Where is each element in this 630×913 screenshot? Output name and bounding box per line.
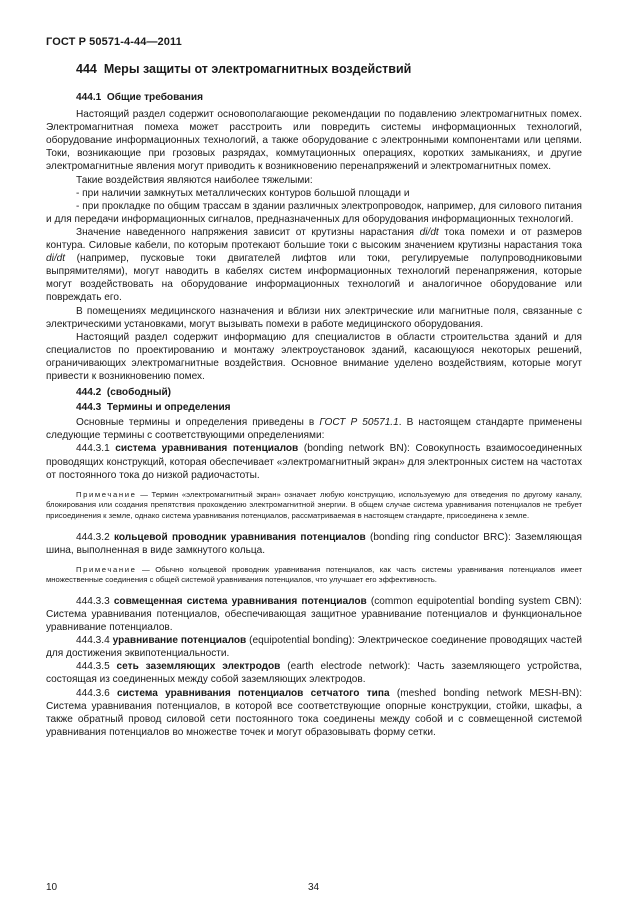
subsection-heading-444-3 [46,401,582,414]
section-number: 444 [76,62,97,76]
section-heading [46,62,582,77]
formula-di-dt: di/dt [46,253,66,265]
term-definition [46,660,582,686]
document-body [46,62,582,739]
section-title: Меры защиты от электромагнитных воздействий [103,62,412,76]
formula-di-dt: di/dt [419,226,439,238]
paragraph: Такие воздействия являются наиболее тяжелыми: [76,174,313,186]
subsection-title: Общие требования [106,92,203,103]
subsection-heading-444-1 [46,91,582,104]
term-number: 444.3.1 [76,443,110,455]
term-name: система уравнивания потенциалов [115,443,299,455]
note [46,490,582,522]
standard-header: ГОСТ Р 50571-4-44—2011 [46,36,182,48]
list-item: - при прокладке по общим трассам в здании различных электропроводок, например, для силового питания и для передачи информационных сигналов, предназначенных для оборудования информационных технологий. [46,200,582,225]
paragraph: Настоящий раздел содержит информацию для специалистов в области строительства зданий и для специалистов по проектированию и монтажу электроустановок зданий, касающуюся некоторых решений, ограничивающих электромагнитные воздействия. Основное внимание уделено воздействиям, которые могут привести к возникновению помех. [46,331,582,382]
term-name: уравнивание потенциалов [112,635,247,647]
text-span: Основные термины и определения приведены в [76,417,320,429]
term-name: сеть заземляющих электродов [116,661,281,673]
subsection-heading-444-2 [46,386,582,399]
note-label: Примечание [76,489,137,499]
subsection-number: 444.2 [76,387,102,399]
term-definition [46,595,582,634]
subsection-title: (свободный) [106,387,172,399]
term-definition [46,531,582,557]
paragraph: Настоящий раздел содержит основополагающие рекомендации по подавлению электромагнитных помех. Электромагнитная помеха может расстроить или повредить системы информационных технологий, оборудование информационных технологий, а также оборудование с электронными компонентами или цепями. Токи, возникающие при грозовых разрядах, коммутационных операциях, коротких замыканиях, и другие электромагнитные явления могут приводить к возникновению перенапряжений и электромагнитных помех. [46,109,582,173]
term-number: 444.3.6 [76,687,110,699]
text-span: (например, пусковые токи двигателей лифтов или токи, регулируемые полупроводниковыми выпрямителями), могут наводить в кабелях систем информационных технологий перенапряжения, которые могут воздействовать на оборудование информационных технологий и аналогичное оборудование или повреждать его. [46,253,582,304]
text-span: тока помехи и от размеров контура. Силовые кабели, по которым протекают большие токи с высоким значением крутизны нарастания тока [46,226,583,252]
term-number: 444.3.4 [76,635,110,647]
term-text: (bonding network BN): Совокупность взаимосоединенных проводящих конструкций, которая обеспечивает «электромагнитный экран» для электронных систем на частотах от постоянного тока до низкой радиочастоты. [46,443,582,481]
note-text: — Обычно кольцевой проводник уравнивания потенциалов, как часть системы уравнивания потенциалов имеет множественные соединения с общей системой уравнивания потенциалов, что улучшает его эффективность. [46,564,582,585]
term-name: кольцевой проводник уравнивания потенциалов [113,531,366,543]
term-text: (equipotential bonding): Электрическое соединение проводящих частей для достижения эквипотенциальности. [46,635,582,660]
paragraph [46,226,582,305]
term-definition [46,634,582,660]
note-label: Примечание [76,564,137,574]
term-name: совмещенная система уравнивания потенциалов [113,595,367,607]
term-definition [46,442,582,481]
note [46,565,582,586]
page-number: 10 [46,882,58,893]
paragraph: В помещениях медицинского назначения и вблизи них электрические или магнитные поля, связанные с электрическими установками, могут вызывать помехи в работе медицинского оборудования. [46,305,582,330]
subsection-number: 444.3 [76,402,102,414]
sheet-number: 34 [308,882,320,893]
paragraph [46,416,582,442]
term-definition [46,687,582,739]
term-text: (earth electrode network): Часть заземляющего устройства, состоящая из соединенных между собой заземляющих электродов. [46,661,582,686]
term-text: (common equipotential bonding system CBN): Система уравнивания потенциалов, обеспечивающая защитное уравнивание потенциалов и функциональное уравнивание потенциалов. [46,595,582,634]
term-name: система уравнивания потенциалов сетчатого типа [117,687,390,699]
term-number: 444.3.2 [76,531,110,543]
standard-reference: ГОСТ Р 50571.1 [319,417,399,429]
term-text: (bonding ring conductor BRC): Заземляющая шина, выполненная в виде замкнутого кольца. [46,531,583,556]
term-number: 444.3.5 [76,661,110,673]
list-item: - при наличии замкнутых металлических контуров большой площади и [76,187,410,199]
note-text: — Термин «электромагнитный экран» означает любую конструкцию, используемую для отведения по другому каналу, блокирования или создания препятствия прохождению электромагнитной энергии. В общем случае система уравнивания потенциалов не требует присоединения к земле, однако система уравнивания потенциалов, рассматриваемая в настоящем стандарте, присоединена к земле. [46,489,582,520]
subsection-title: Термины и определения [106,402,231,414]
term-text: (meshed bonding network MESH-BN): Система уравнивания потенциалов, в которой все соответствующие опорные конструкции, стойки, шкафы, а также обратный провод силовой сети постоянного тока соединены между собой и с совмещенной системой уравнивания потенциалов во множестве точек и могут образовывать форму сетки. [46,687,583,738]
text-span: Значение наведенного напряжения зависит от крутизны нарастания [76,226,420,238]
term-number: 444.3.3 [76,595,110,607]
text-span: . В настоящем стандарте применены следующие термины с соответствующими определениями: [46,417,582,442]
subsection-number: 444.1 [76,92,102,103]
